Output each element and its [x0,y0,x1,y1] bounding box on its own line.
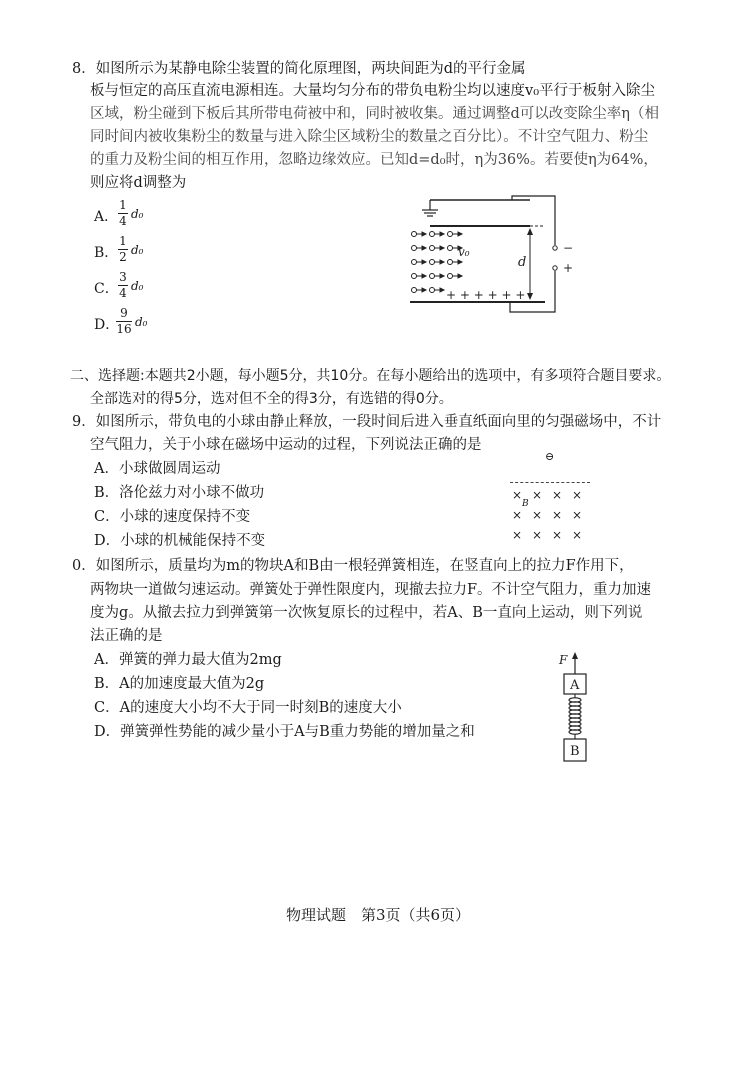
cross-mark: × [532,528,543,542]
q10-line: 法正确的是 [90,628,163,644]
cross-mark: × [552,508,563,522]
q8-line: 区域，粉尘碰到下板后其所带电荷被中和，同时被收集。通过调整d可以改变除尘率η（相 [90,106,659,122]
denominator: 4 [119,214,127,228]
bottom-plate-charges: + + + + + + [446,288,526,302]
q9-option-b[interactable]: B．洛伦兹力对小球不做功 [94,485,265,501]
spring [569,694,581,739]
variable: d₀ [131,207,144,221]
q9-option-d[interactable]: D．小球的机械能保持不变 [94,533,266,549]
force-label: F [559,653,568,667]
q8-line: 的重力及粉尘间的相互作用，忽略边缘效应。已知d=d₀时，η为36%。若要使η为64%， [90,152,658,168]
fraction [118,235,128,264]
numerator: 1 [119,234,127,248]
q8-line: 板与恒定的高压直流电源相连。大量均匀分布的带负电粉尘均以速度v₀平行于板射入除尘 [90,83,656,99]
q9-option-a[interactable]: A．小球做圆周运动 [94,461,221,477]
cross-mark: × [552,528,563,542]
distance-label: d [518,255,527,270]
cross-mark: × [512,508,523,522]
field-crosses [512,485,592,545]
q8-line: 同时间内被收集粉尘的数量与进入除尘区域粉尘的数量之百分比）。不计空气阻力、粉尘 [90,129,649,145]
velocity-label: v₀ [458,245,470,259]
cross-mark: × [572,508,583,522]
q9-line: 空气阻力，关于小球在磁场中运动的过程，下列说法正确的是 [90,437,482,453]
variable: d₀ [131,243,144,257]
page-footer: 物理试题 第3页（共6页） [285,906,471,924]
numerator: 1 [119,198,127,212]
denominator: 16 [116,322,132,336]
q8-line: 则应将d调整为 [90,175,187,191]
q9-figure [508,450,598,550]
battery-plus-label: + [563,261,574,275]
field-label: B [522,499,529,509]
cross-mark: × [512,528,523,542]
cross-mark: × [532,488,543,502]
denominator: 2 [119,250,127,264]
cross-mark: × [552,488,563,502]
q10-line: 两物块一道做匀速运动。弹簧处于弹性限度内，现撤去拉力F。不计空气阻力，重力加速 [90,582,652,598]
q10-option-d[interactable]: D．弹簧弹性势能的减少量小于A与B重力势能的增加量之和 [94,724,475,740]
fraction [118,271,128,300]
battery-minus-label: − [563,241,574,255]
charged-ball-icon: ⊖ [545,450,555,463]
variable: d₀ [135,315,148,329]
block-a-label: A [570,678,580,693]
numerator: 3 [119,270,127,284]
option-letter: A． [94,209,119,225]
q10-option-b[interactable]: B．A的加速度最大值为2g [94,676,265,692]
fraction [118,199,128,228]
dust-particles [412,232,463,293]
option-letter: B． [94,245,119,261]
cross-mark: × [572,488,583,502]
denominator: 4 [119,286,127,300]
numerator: 9 [120,306,128,320]
section-2-header: 二、选择题:本题共2小题，每小题5分，共10分。在每小题给出的选项中，有多项符合题目要求。 [70,368,671,384]
block-b-label: B [570,744,580,759]
ground-icon [422,200,438,216]
section-2-header-cont: 全部选对的得5分，选对但不全的得3分，有选错的得0分。 [90,391,453,407]
q9-option-c[interactable]: C．小球的速度保持不变 [94,509,251,525]
option-letter: D． [94,317,120,333]
q10-option-c[interactable]: C．A的速度大小均不大于同一时刻B的速度大小 [94,700,402,716]
option-letter: C． [94,281,119,297]
q8-line: 8．如图所示为某静电除尘装置的简化原理图，两块间距为d的平行金属 [72,61,526,77]
q8-figure [400,190,590,320]
q10-line: 度为g。从撤去拉力到弹簧第一次恢复原长的过程中，若A、B一直向上运动，则下列说 [90,605,643,621]
q10-figure [555,648,605,768]
q10-option-a[interactable]: A．弹簧的弹力最大值为2mg [94,652,282,668]
cross-mark: × [532,508,543,522]
q9-line: 9．如图所示，带负电的小球由静止释放，一段时间后进入垂直纸面向里的匀强磁场中，不计 [72,414,662,430]
fraction [116,307,132,336]
cross-mark: × [572,528,583,542]
field-boundary [510,482,590,483]
q10-line: 0．如图所示，质量均为m的物块A和B由一根轻弹簧相连，在竖直向上的拉力F作用下， [72,558,634,574]
variable: d₀ [131,279,144,293]
cross-mark: × [512,488,523,502]
